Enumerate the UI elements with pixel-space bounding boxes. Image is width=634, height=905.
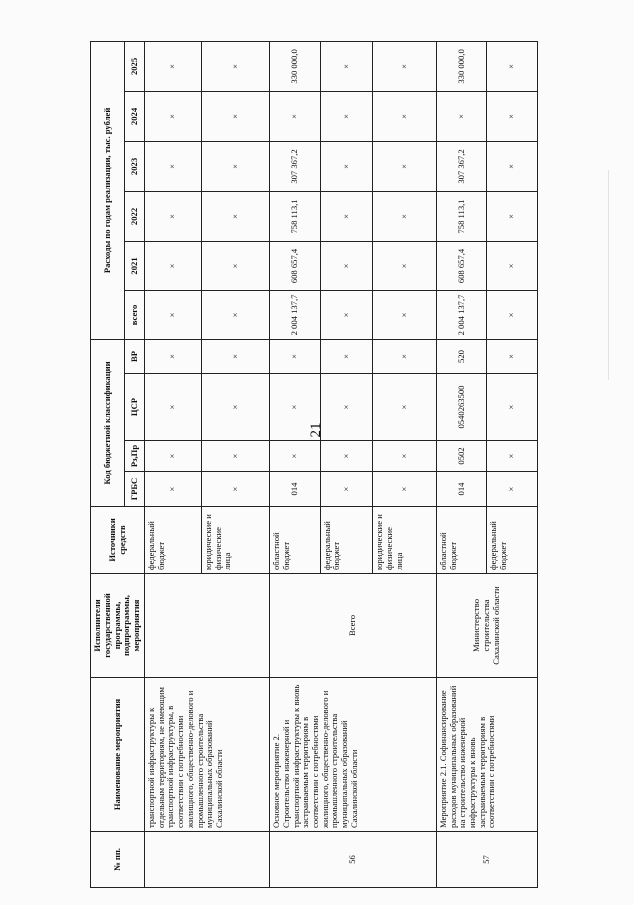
executor bbox=[145, 574, 270, 678]
header-year-2022: 2022 bbox=[125, 191, 145, 241]
measure-name: Мероприятие 2.1. Софинансирование расходов муниципальных образований на строительство инженерной инфраструктуры к вновь застраиваемым территориям в соответствии с потребностями bbox=[436, 678, 537, 832]
y2023-cell: × bbox=[487, 141, 538, 191]
table-row bbox=[436, 41, 486, 887]
measure-name: Основное мероприятие 2. Строительство инженерной и транспортной инфраструктуры к вновь застраиваемым территориям в соответствии с потребностями жилищного, общественно-делового и промышленного строительства муниципальных образований Сахалинской области bbox=[270, 678, 437, 832]
y2022-cell: 758 113,1 bbox=[436, 191, 486, 241]
y2025-cell: × bbox=[145, 41, 202, 91]
y2022-cell: 758 113,1 bbox=[270, 191, 320, 241]
total-cell: × bbox=[202, 290, 270, 339]
vr-cell: 520 bbox=[436, 339, 486, 373]
y2024-cell: × bbox=[202, 91, 270, 141]
total-cell: × bbox=[487, 290, 538, 339]
rzpr-cell: × bbox=[145, 441, 202, 472]
total-cell: 2 004 137,7 bbox=[436, 290, 486, 339]
header-num: № пп. bbox=[91, 832, 145, 888]
row-number: 57 bbox=[436, 832, 537, 888]
total-cell: × bbox=[145, 290, 202, 339]
header-row-1 bbox=[91, 41, 125, 887]
row-number bbox=[145, 832, 270, 888]
csr-cell: 0540263500 bbox=[436, 374, 486, 441]
grbs-cell: × bbox=[487, 472, 538, 507]
header-year-2023: 2023 bbox=[125, 141, 145, 191]
y2023-cell: × bbox=[145, 141, 202, 191]
grbs-cell: 014 bbox=[436, 472, 486, 507]
header-total: всего bbox=[125, 290, 145, 339]
y2023-cell: 307 367,2 bbox=[270, 141, 320, 191]
y2024-cell: × bbox=[436, 91, 486, 141]
scan-artifact-line bbox=[608, 170, 609, 380]
header-name: Наименование мероприятия bbox=[91, 678, 145, 832]
csr-cell: × bbox=[487, 374, 538, 441]
rzpr-cell: × bbox=[373, 441, 437, 472]
rzpr-cell: × bbox=[270, 441, 320, 472]
y2022-cell: × bbox=[145, 191, 202, 241]
csr-cell: × bbox=[373, 374, 437, 441]
vr-cell: × bbox=[145, 339, 202, 373]
grbs-cell: 014 bbox=[270, 472, 320, 507]
csr-cell: × bbox=[270, 374, 320, 441]
header-year-2021: 2021 bbox=[125, 241, 145, 290]
y2024-cell: × bbox=[145, 91, 202, 141]
y2025-cell: × bbox=[373, 41, 437, 91]
y2021-cell: × bbox=[202, 241, 270, 290]
source: федеральный бюджет bbox=[145, 507, 202, 574]
csr-cell: × bbox=[320, 374, 373, 441]
header-year-2024: 2024 bbox=[125, 91, 145, 141]
total-cell: × bbox=[320, 290, 373, 339]
header-expenses: Расходы по годам реализации, тыс. рублей bbox=[91, 41, 125, 339]
y2022-cell: × bbox=[202, 191, 270, 241]
grbs-cell: × bbox=[320, 472, 373, 507]
header-sources: Источники средств bbox=[91, 507, 145, 574]
y2021-cell: 608 657,4 bbox=[270, 241, 320, 290]
y2021-cell: × bbox=[487, 241, 538, 290]
csr-cell: × bbox=[202, 374, 270, 441]
rzpr-cell: × bbox=[320, 441, 373, 472]
y2023-cell: × bbox=[320, 141, 373, 191]
y2021-cell: × bbox=[320, 241, 373, 290]
vr-cell: × bbox=[373, 339, 437, 373]
total-cell: 2 004 137,7 bbox=[270, 290, 320, 339]
rzpr-cell: × bbox=[487, 441, 538, 472]
header-bk: Код бюджетной классификации bbox=[91, 339, 125, 506]
grbs-cell: × bbox=[145, 472, 202, 507]
measure-name: транспортной инфраструктуры к отдельным территориям, не имеющим транспортной инфраструктуры, в соответствии с потребностями жилищного, общественно-делового и промышленного строительства муниципальных образований Сахалинской области bbox=[145, 678, 270, 832]
rzpr-cell: 0502 bbox=[436, 441, 486, 472]
source: юридические и физические лица bbox=[202, 507, 270, 574]
y2024-cell: × bbox=[487, 91, 538, 141]
executor: Министерство строительства Сахалинской области bbox=[436, 574, 537, 678]
y2022-cell: × bbox=[320, 191, 373, 241]
header-rzpr: Рз,Пр bbox=[125, 441, 145, 472]
y2023-cell: × bbox=[373, 141, 437, 191]
y2024-cell: × bbox=[320, 91, 373, 141]
vr-cell: × bbox=[202, 339, 270, 373]
vr-cell: × bbox=[270, 339, 320, 373]
rzpr-cell: × bbox=[202, 441, 270, 472]
y2023-cell: 307 367,2 bbox=[436, 141, 486, 191]
y2025-cell: 330 000,0 bbox=[436, 41, 486, 91]
header-year-2025: 2025 bbox=[125, 41, 145, 91]
source: федеральный бюджет bbox=[320, 507, 373, 574]
source: областной бюджет bbox=[436, 507, 486, 574]
header-csr: ЦСР bbox=[125, 374, 145, 441]
expense-table bbox=[90, 41, 538, 888]
vr-cell: × bbox=[487, 339, 538, 373]
y2021-cell: 608 657,4 bbox=[436, 241, 486, 290]
y2022-cell: × bbox=[487, 191, 538, 241]
y2025-cell: 330 000,0 bbox=[270, 41, 320, 91]
row-number: 56 bbox=[270, 832, 437, 888]
table-row bbox=[145, 41, 202, 887]
y2023-cell: × bbox=[202, 141, 270, 191]
header-vr: ВР bbox=[125, 339, 145, 373]
y2025-cell: × bbox=[320, 41, 373, 91]
source: областной бюджет bbox=[270, 507, 320, 574]
y2025-cell: × bbox=[487, 41, 538, 91]
y2024-cell: × bbox=[373, 91, 437, 141]
y2022-cell: × bbox=[373, 191, 437, 241]
rotated-table-wrapper bbox=[90, 42, 538, 888]
y2024-cell: × bbox=[270, 91, 320, 141]
grbs-cell: × bbox=[373, 472, 437, 507]
vr-cell: × bbox=[320, 339, 373, 373]
header-executor: Исполнители государственной программы, подпрограммы, мероприятия bbox=[91, 574, 145, 678]
source: федеральный бюджет bbox=[487, 507, 538, 574]
y2021-cell: × bbox=[145, 241, 202, 290]
table-row bbox=[270, 41, 320, 887]
grbs-cell: × bbox=[202, 472, 270, 507]
y2021-cell: × bbox=[373, 241, 437, 290]
total-cell: × bbox=[373, 290, 437, 339]
executor: Всего bbox=[270, 574, 437, 678]
page-number: 21 bbox=[308, 422, 324, 438]
source: юридические и физические лица bbox=[373, 507, 437, 574]
header-grbs: ГРБС bbox=[125, 472, 145, 507]
csr-cell: × bbox=[145, 374, 202, 441]
y2025-cell: × bbox=[202, 41, 270, 91]
